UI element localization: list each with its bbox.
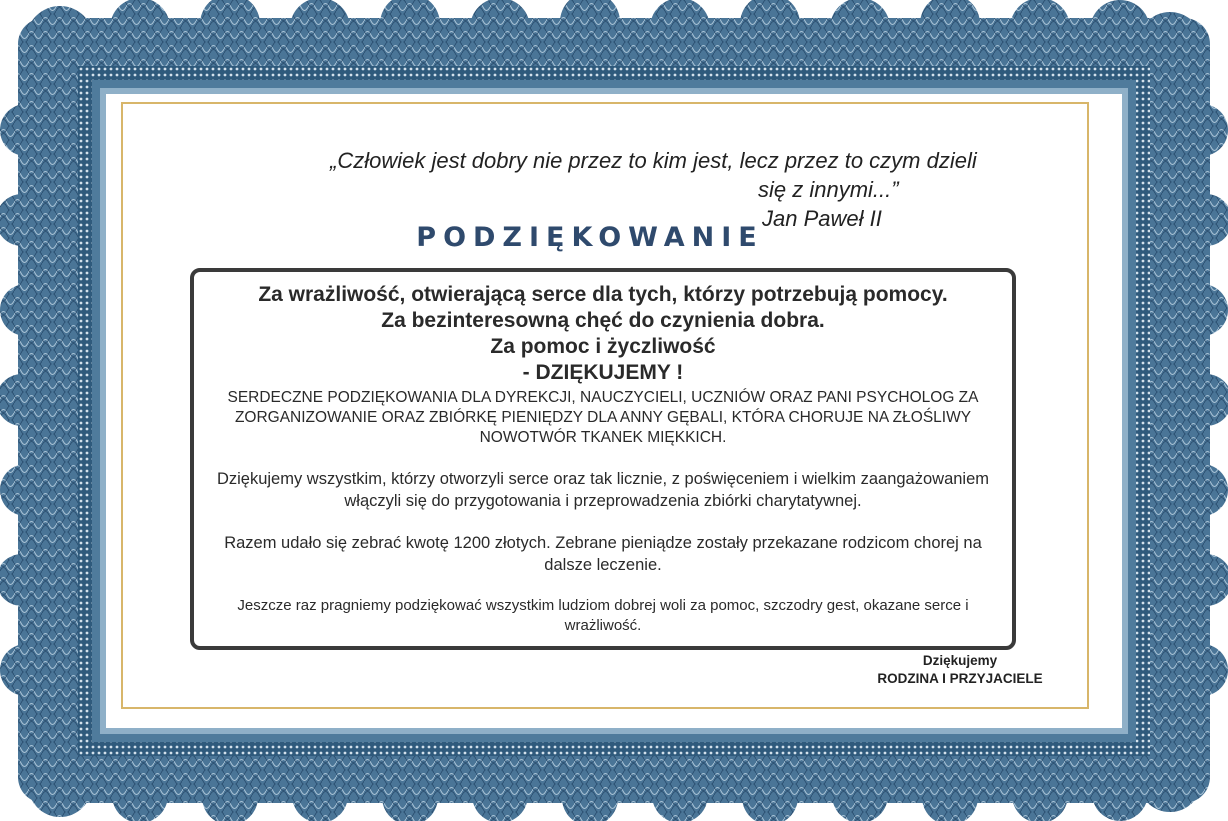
signature-line-2: RODZINA I PRZYJACIELE: [877, 671, 1043, 686]
quote-author: Jan Paweł II: [762, 206, 882, 231]
message-paragraph-2: Razem udało się zebrać kwotę 1200 złotych. Zebrane pieniądze zostały przekazane rodzicom chorej na dalsze leczenie.: [224, 534, 982, 574]
message-heading-3: Za pomoc i życzliwość: [490, 335, 716, 358]
quote-line-1: „Człowiek jest dobry nie przez to kim jest, lecz przez to czym dzieli: [330, 148, 977, 173]
quote-line-2: się z innymi...”: [758, 177, 899, 202]
message-box: [190, 268, 1016, 650]
message-heading-2: Za bezinteresowną chęć do czynienia dobra.: [381, 309, 825, 332]
message-heading-4: - DZIĘKUJEMY !: [522, 361, 684, 384]
message-paragraph-1: Dziękujemy wszystkim, którzy otworzyli serce oraz tak licznie, z poświęceniem i wielkim zaangażowaniem włączyli się do przygotowania i przeprowadzenia zbiórki charytatywnej.: [216, 470, 990, 510]
signature: [860, 652, 1060, 688]
quote: [330, 146, 1070, 233]
signature-line-1: Dziękujemy: [922, 653, 998, 668]
message-heading-1: Za wrażliwość, otwierającą serce dla tych, którzy potrzebują pomocy.: [258, 283, 948, 306]
page-title: PODZIĘKOWANIE: [416, 222, 764, 253]
message-paragraph-3: Jeszcze raz pragniemy podziękować wszystkim ludziom dobrej woli za pomoc, szczodry gest, okazane serce i wrażliwość.: [237, 597, 969, 634]
message-caps-text: SERDECZNE PODZIĘKOWANIA DLA DYREKCJI, NAUCZYCIELI, UCZNIÓW ORAZ PANI PSYCHOLOG ZA ZORGANIZOWANIE ORAZ ZBIÓRKĘ PIENIĘDZY DLA ANNY GĘBALI, KTÓRA CHORUJE NA ZŁOŚLIWY NOWOTWÓR TKANEK MIĘKKICH.: [227, 389, 979, 446]
